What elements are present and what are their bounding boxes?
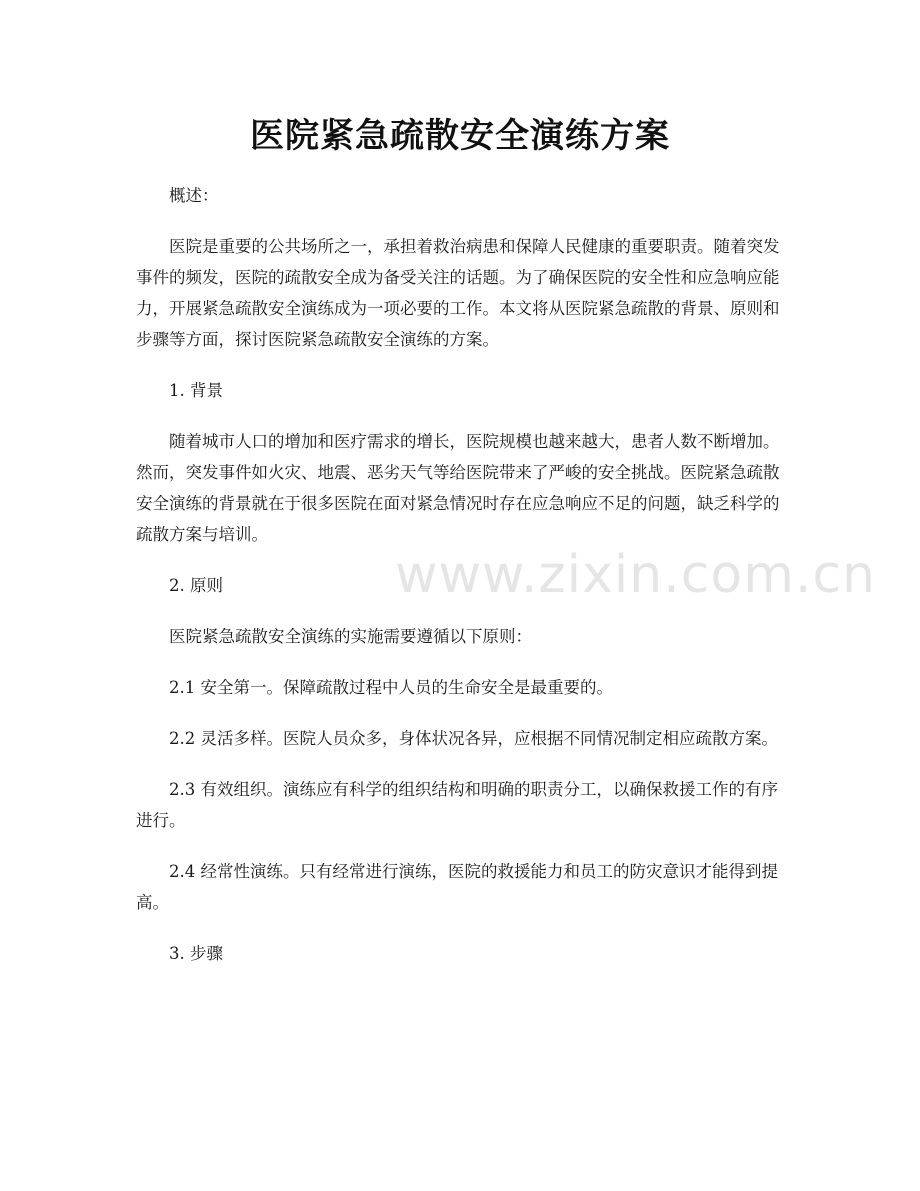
section-heading-background: 1. 背景 bbox=[169, 381, 223, 400]
paragraph-principle-2-4: 2.4 经常性演练。只有经常进行演练，医院的救援能力和员工的防灾意识才能得到提高。 bbox=[136, 862, 778, 912]
document-title: 医院紧急疏散安全演练方案 bbox=[250, 116, 670, 156]
paragraph-overview: 医院是重要的公共场所之一，承担着救治病患和保障人民健康的重要职责。随着突发事件的频发，医院的疏散安全成为备受关注的话题。为了确保医院的安全性和应急响应能力，开展紧急疏散安全演练成为一项必要的工作。本文将从医院紧急疏散的背景、原则和步骤等方面，探讨医院紧急疏散安全演练的方案。 bbox=[136, 237, 780, 349]
paragraph-principles-intro: 医院紧急疏散安全演练的实施需要遵循以下原则： bbox=[169, 627, 532, 646]
paragraph-principle-2-2: 2.2 灵活多样。医院人员众多，身体状况各异，应根据不同情况制定相应疏散方案。 bbox=[169, 729, 778, 748]
section-heading-steps: 3. 步骤 bbox=[169, 944, 223, 963]
paragraph-principle-2-3: 2.3 有效组织。演练应有科学的组织结构和明确的职责分工，以确保救援工作的有序进行。 bbox=[136, 780, 778, 830]
section-heading-principles: 2. 原则 bbox=[169, 576, 223, 595]
paragraph-overview-heading: 概述： bbox=[169, 186, 219, 205]
paragraph-principle-2-1: 2.1 安全第一。保障疏散过程中人员的生命安全是最重要的。 bbox=[169, 678, 613, 697]
document-body bbox=[136, 180, 784, 989]
watermark-text: www.zixin.com.cn bbox=[395, 545, 876, 605]
paragraph-background: 随着城市人口的增加和医疗需求的增长，医院规模也越来越大，患者人数不断增加。然而，突发事件如火灾、地震、恶劣天气等给医院带来了严峻的安全挑战。医院紧急疏散安全演练的背景就在于很多医院在面对紧急情况时存在应急响应不足的问题，缺乏科学的疏散方案与培训。 bbox=[136, 432, 780, 544]
